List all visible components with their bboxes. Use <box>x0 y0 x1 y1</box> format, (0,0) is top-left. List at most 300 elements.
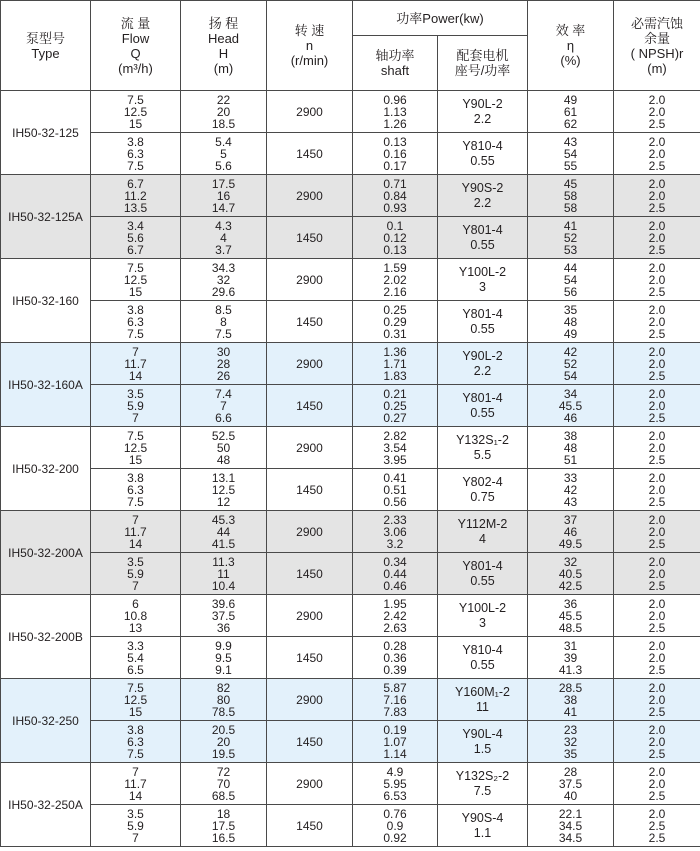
flow-cell-value: 7 <box>132 512 139 527</box>
head-cell-value: 8.5 <box>215 302 232 317</box>
shaft-power-cell-value: 0.34 <box>383 554 407 569</box>
pump-type-cell: IH50-32-160A <box>1 343 91 427</box>
shaft-power-cell-value: 0.21 <box>383 386 407 401</box>
efficiency-cell <box>528 385 614 427</box>
speed-cell: 1450 <box>267 133 353 175</box>
motor-value: 1.1 <box>473 825 492 840</box>
head-cell-value: 9.5 <box>215 650 232 665</box>
flow-cell-value: 11.7 <box>124 776 147 791</box>
pump-type-cell: IH50-32-125 <box>1 91 91 175</box>
head-cell-value: 12 <box>216 494 231 509</box>
head-cell-value: 9.1 <box>215 662 232 677</box>
shaft-power-cell-value: 0.41 <box>383 470 407 485</box>
table-row <box>1 385 700 427</box>
speed-cell: 1450 <box>267 721 353 763</box>
shaft-power-cell-value: 0.29 <box>383 314 407 329</box>
motor-value: 11 <box>476 699 489 714</box>
shaft-power-cell-value: 0.12 <box>383 230 407 245</box>
table-row <box>1 721 700 763</box>
head-cell-value: 52.5 <box>211 428 236 443</box>
npsh-cell <box>614 343 700 385</box>
head-cell-value: 22 <box>216 92 231 107</box>
npsh-cell <box>614 301 700 343</box>
efficiency-cell <box>528 217 614 259</box>
speed-cell: 2900 <box>267 343 353 385</box>
npsh-cell <box>614 553 700 595</box>
head-cell-value: 7 <box>220 398 227 413</box>
npsh-cell <box>614 595 700 637</box>
flow-cell <box>91 301 181 343</box>
flow-cell-value: 7.5 <box>127 428 144 443</box>
head-cell-value: 82 <box>216 680 231 695</box>
motor-cell <box>438 91 528 133</box>
head-cell <box>181 721 267 763</box>
efficiency-cell-value: 41.3 <box>558 662 583 677</box>
efficiency-cell <box>528 553 614 595</box>
efficiency-cell <box>528 721 614 763</box>
npsh-cell <box>614 217 700 259</box>
head-cell <box>181 427 267 469</box>
motor-value: 3 <box>479 279 486 294</box>
head-cell-value: 72 <box>216 764 231 779</box>
head-cell <box>181 637 267 679</box>
motor-value: Y801-4 <box>462 306 503 321</box>
flow-cell <box>91 133 181 175</box>
flow-cell-value: 7.5 <box>127 92 144 107</box>
head-cell-value: 4 <box>220 230 227 245</box>
head-cell-value: 48 <box>216 452 231 467</box>
shaft-power-cell-value: 7.16 <box>383 692 407 707</box>
motor-value: 0.55 <box>470 153 495 168</box>
npsh-cell-value: 2.0 <box>648 272 666 287</box>
motor-value: 2.2 <box>473 111 492 126</box>
table-row <box>1 553 700 595</box>
flow-cell-value: 6.7 <box>127 176 144 191</box>
shaft-power-cell-value: 0.93 <box>383 200 407 215</box>
shaft-power-cell-value: 0.39 <box>383 662 407 677</box>
motor-cell <box>438 175 528 217</box>
shaft-power-cell-value: 0.76 <box>383 806 407 821</box>
shaft-power-cell <box>353 175 438 217</box>
flow-cell <box>91 343 181 385</box>
speed-cell: 2900 <box>267 595 353 637</box>
head-cell-value: 6.6 <box>215 410 232 425</box>
motor-cell <box>438 343 528 385</box>
efficiency-cell-value: 51 <box>563 452 578 467</box>
npsh-cell <box>614 805 700 847</box>
npsh-cell-value: 2.0 <box>648 302 666 317</box>
efficiency-cell-value: 37.5 <box>558 776 583 791</box>
efficiency-cell-value: 45.5 <box>558 608 583 623</box>
table-row <box>1 91 700 133</box>
flow-cell-value: 3.8 <box>127 134 144 149</box>
efficiency-cell-value: 61 <box>563 104 578 119</box>
motor-value: Y132S₁-2 <box>456 432 509 447</box>
pump-type-cell: IH50-32-160 <box>1 259 91 343</box>
head-cell-value: 34.3 <box>211 260 236 275</box>
npsh-cell-value: 2.0 <box>648 440 666 455</box>
head-cell-value: 30 <box>216 344 231 359</box>
npsh-cell-value: 2.5 <box>648 326 666 341</box>
flow-cell-value: 3.5 <box>127 386 144 401</box>
shaft-power-cell-value: 1.13 <box>383 104 407 119</box>
head-cell-value: 78.5 <box>211 704 236 719</box>
shaft-power-cell <box>353 217 438 259</box>
shaft-power-cell <box>353 511 438 553</box>
shaft-power-cell-value: 0.16 <box>383 146 407 161</box>
shaft-power-cell <box>353 595 438 637</box>
flow-cell <box>91 217 181 259</box>
efficiency-cell-value: 48.5 <box>558 620 583 635</box>
npsh-cell-value: 2.0 <box>648 428 666 443</box>
motor-value: 5.5 <box>473 447 492 462</box>
npsh-cell-value: 2.0 <box>648 92 666 107</box>
flow-cell-value: 7 <box>132 344 139 359</box>
npsh-cell-value: 2.0 <box>648 176 666 191</box>
motor-cell <box>438 679 528 721</box>
motor-value: 7.5 <box>473 783 492 798</box>
npsh-cell-value: 2.0 <box>648 344 666 359</box>
flow-cell <box>91 637 181 679</box>
npsh-cell-value: 2.0 <box>648 314 666 329</box>
shaft-power-cell-value: 2.82 <box>383 428 407 443</box>
shaft-power-cell <box>353 301 438 343</box>
npsh-cell-value: 2.5 <box>648 410 666 425</box>
header-speed: 转 速 n (r/min) <box>267 1 353 91</box>
npsh-cell-value: 2.0 <box>648 482 666 497</box>
npsh-cell-value: 2.0 <box>648 188 666 203</box>
flow-cell-value: 3.4 <box>127 218 144 233</box>
table-header <box>1 1 700 91</box>
flow-cell <box>91 553 181 595</box>
head-cell-value: 7.5 <box>215 326 232 341</box>
flow-cell-value: 7 <box>132 830 139 845</box>
speed-cell: 1450 <box>267 217 353 259</box>
shaft-power-cell-value: 3.54 <box>383 440 407 455</box>
motor-value: Y802-4 <box>462 474 503 489</box>
efficiency-cell-value: 45 <box>563 176 578 191</box>
flow-cell-value: 3.8 <box>127 470 144 485</box>
npsh-cell <box>614 385 700 427</box>
head-cell-value: 26 <box>216 368 231 383</box>
shaft-power-cell-value: 2.02 <box>383 272 407 287</box>
shaft-power-cell-value: 1.14 <box>383 746 407 761</box>
shaft-power-cell <box>353 805 438 847</box>
npsh-cell <box>614 637 700 679</box>
flow-cell-value: 14 <box>128 788 143 803</box>
shaft-power-cell-value: 3.06 <box>383 524 407 539</box>
head-cell <box>181 301 267 343</box>
speed-cell: 2900 <box>267 511 353 553</box>
motor-value: Y810-4 <box>462 642 503 657</box>
motor-value: 0.55 <box>470 321 495 336</box>
shaft-power-cell-value: 0.19 <box>383 722 407 737</box>
pump-type-cell: IH50-32-250 <box>1 679 91 763</box>
head-cell <box>181 511 267 553</box>
pump-type-cell: IH50-32-200 <box>1 427 91 511</box>
shaft-power-cell-value: 0.36 <box>383 650 407 665</box>
head-cell-value: 14.7 <box>211 200 236 215</box>
head-cell <box>181 133 267 175</box>
motor-value: 0.75 <box>470 489 495 504</box>
head-cell-value: 45.3 <box>211 512 236 527</box>
npsh-cell <box>614 721 700 763</box>
head-cell <box>181 217 267 259</box>
table-row <box>1 595 700 637</box>
efficiency-cell <box>528 301 614 343</box>
npsh-cell-value: 2.0 <box>648 596 666 611</box>
flow-cell-value: 7.5 <box>127 680 144 695</box>
speed-cell: 2900 <box>267 175 353 217</box>
efficiency-cell <box>528 637 614 679</box>
npsh-cell-value: 2.0 <box>648 764 666 779</box>
head-cell <box>181 469 267 511</box>
efficiency-cell-value: 34 <box>563 386 578 401</box>
efficiency-cell-value: 56 <box>563 284 578 299</box>
efficiency-cell <box>528 91 614 133</box>
efficiency-cell-value: 53 <box>563 242 578 257</box>
speed-cell: 1450 <box>267 805 353 847</box>
efficiency-cell-value: 58 <box>563 200 578 215</box>
efficiency-cell <box>528 259 614 301</box>
efficiency-cell-value: 35 <box>563 302 578 317</box>
efficiency-cell-value: 41 <box>563 218 578 233</box>
flow-cell-value: 14 <box>128 536 143 551</box>
efficiency-cell-value: 33 <box>563 470 578 485</box>
npsh-cell-value: 2.5 <box>648 788 666 803</box>
npsh-cell-value: 2.0 <box>648 356 666 371</box>
head-cell <box>181 763 267 805</box>
motor-value: Y160M₁-2 <box>455 684 510 699</box>
npsh-cell-value: 2.0 <box>648 806 666 821</box>
motor-cell <box>438 301 528 343</box>
header-flow: 流 量 Flow Q (m³/h) <box>91 1 181 91</box>
table-row <box>1 259 700 301</box>
motor-cell <box>438 721 528 763</box>
efficiency-cell-value: 48 <box>563 314 578 329</box>
efficiency-cell <box>528 343 614 385</box>
speed-cell: 2900 <box>267 259 353 301</box>
motor-value: Y90S-4 <box>461 810 504 825</box>
head-cell-value: 37.5 <box>211 608 236 623</box>
head-cell-value: 13.1 <box>211 470 236 485</box>
motor-value: Y90L-2 <box>462 348 503 363</box>
efficiency-cell-value: 34.5 <box>558 830 583 845</box>
shaft-power-cell-value: 1.59 <box>383 260 407 275</box>
head-cell-value: 7.4 <box>215 386 232 401</box>
flow-cell-value: 6 <box>132 596 139 611</box>
header-npsh: 必需汽蚀 余量 ( NPSH)r (m) <box>614 1 700 91</box>
motor-value: Y801-4 <box>462 390 503 405</box>
head-cell-value: 18 <box>216 806 231 821</box>
npsh-cell-value: 2.0 <box>648 230 666 245</box>
efficiency-cell <box>528 595 614 637</box>
flow-cell-value: 7 <box>132 764 139 779</box>
flow-cell <box>91 385 181 427</box>
shaft-power-cell-value: 2.16 <box>383 284 407 299</box>
head-cell-value: 50 <box>216 440 231 455</box>
efficiency-cell-value: 43 <box>563 134 578 149</box>
efficiency-cell-value: 31 <box>563 638 578 653</box>
npsh-cell-value: 2.0 <box>648 512 666 527</box>
shaft-power-cell <box>353 637 438 679</box>
flow-cell-value: 12.5 <box>123 692 148 707</box>
flow-cell <box>91 175 181 217</box>
efficiency-cell <box>528 469 614 511</box>
motor-value: Y801-4 <box>462 558 503 573</box>
efficiency-cell-value: 46 <box>563 524 578 539</box>
flow-cell <box>91 511 181 553</box>
head-cell-value: 68.5 <box>211 788 236 803</box>
head-cell-value: 80 <box>216 692 231 707</box>
shaft-power-cell-value: 2.42 <box>383 608 407 623</box>
npsh-cell-value: 2.0 <box>648 776 666 791</box>
npsh-cell-value: 2.0 <box>648 722 666 737</box>
motor-value: 2.2 <box>473 195 492 210</box>
table-row <box>1 343 700 385</box>
npsh-cell-value: 2.0 <box>648 638 666 653</box>
efficiency-cell <box>528 805 614 847</box>
head-cell-value: 5.6 <box>215 158 232 173</box>
shaft-power-cell <box>353 343 438 385</box>
flow-cell-value: 7.5 <box>127 158 144 173</box>
head-cell-value: 16 <box>216 188 231 203</box>
efficiency-cell <box>528 427 614 469</box>
npsh-cell <box>614 679 700 721</box>
npsh-cell-value: 2.5 <box>648 158 666 173</box>
head-cell-value: 44 <box>216 524 231 539</box>
table-row <box>1 805 700 847</box>
efficiency-cell <box>528 763 614 805</box>
efficiency-cell-value: 23 <box>563 722 578 737</box>
npsh-cell-value: 2.0 <box>648 680 666 695</box>
flow-cell <box>91 721 181 763</box>
head-cell-value: 5 <box>220 146 227 161</box>
head-cell-value: 3.7 <box>215 242 232 257</box>
shaft-power-cell-value: 5.87 <box>383 680 407 695</box>
efficiency-cell-value: 54 <box>563 368 578 383</box>
head-cell-value: 70 <box>216 776 231 791</box>
motor-cell <box>438 805 528 847</box>
head-cell-value: 17.5 <box>211 818 236 833</box>
shaft-power-cell-value: 5.95 <box>383 776 407 791</box>
shaft-power-cell-value: 2.33 <box>383 512 407 527</box>
motor-cell <box>438 763 528 805</box>
motor-value: 1.5 <box>473 741 492 756</box>
npsh-cell <box>614 763 700 805</box>
shaft-power-cell-value: 0.71 <box>383 176 407 191</box>
head-cell-value: 28 <box>216 356 231 371</box>
npsh-cell <box>614 175 700 217</box>
npsh-cell-value: 2.0 <box>648 566 666 581</box>
head-cell-value: 12.5 <box>211 482 236 497</box>
pump-type-cell: IH50-32-250A <box>1 763 91 847</box>
shaft-power-cell-value: 0.1 <box>386 218 404 233</box>
shaft-power-cell-value: 0.17 <box>383 158 407 173</box>
head-cell-value: 11.3 <box>212 554 235 569</box>
efficiency-cell-value: 40 <box>563 788 578 803</box>
efficiency-cell-value: 40.5 <box>558 566 583 581</box>
head-cell <box>181 805 267 847</box>
efficiency-cell-value: 42 <box>563 482 578 497</box>
speed-cell: 2900 <box>267 679 353 721</box>
shaft-power-cell-value: 0.31 <box>383 326 407 341</box>
flow-cell-value: 6.3 <box>127 314 144 329</box>
motor-cell <box>438 637 528 679</box>
shaft-power-cell-value: 1.71 <box>383 356 407 371</box>
flow-cell-value: 15 <box>128 452 143 467</box>
motor-cell <box>438 469 528 511</box>
shaft-power-cell <box>353 385 438 427</box>
shaft-power-cell <box>353 91 438 133</box>
npsh-cell-value: 2.0 <box>648 470 666 485</box>
shaft-power-cell <box>353 427 438 469</box>
shaft-power-cell <box>353 469 438 511</box>
table-row <box>1 511 700 553</box>
table-row <box>1 469 700 511</box>
head-cell <box>181 343 267 385</box>
npsh-cell-value: 2.5 <box>648 830 666 845</box>
motor-cell <box>438 133 528 175</box>
shaft-power-cell-value: 0.44 <box>383 566 407 581</box>
efficiency-cell-value: 38 <box>563 428 578 443</box>
npsh-cell-value: 2.0 <box>648 608 666 623</box>
head-cell-value: 11 <box>217 566 230 581</box>
flow-cell <box>91 469 181 511</box>
flow-cell-value: 6.5 <box>127 662 144 677</box>
shaft-power-cell <box>353 721 438 763</box>
shaft-power-cell-value: 0.13 <box>383 242 407 257</box>
flow-cell-value: 11.7 <box>124 524 147 539</box>
head-cell <box>181 259 267 301</box>
motor-value: 0.55 <box>470 657 495 672</box>
speed-cell: 2900 <box>267 427 353 469</box>
efficiency-cell-value: 45.5 <box>558 398 583 413</box>
npsh-cell <box>614 427 700 469</box>
shaft-power-cell-value: 0.9 <box>386 818 404 833</box>
efficiency-cell-value: 44 <box>563 260 578 275</box>
motor-value: 0.55 <box>470 237 495 252</box>
flow-cell-value: 13 <box>128 620 143 635</box>
shaft-power-cell-value: 0.56 <box>383 494 407 509</box>
npsh-cell-value: 2.5 <box>648 578 666 593</box>
flow-cell-value: 7.5 <box>127 260 144 275</box>
efficiency-cell-value: 28.5 <box>558 680 583 695</box>
shaft-power-cell-value: 2.63 <box>383 620 407 635</box>
header-type: 泵型号 Type <box>1 1 91 91</box>
efficiency-cell-value: 35 <box>563 746 578 761</box>
efficiency-cell-value: 62 <box>563 116 578 131</box>
npsh-cell-value: 2.0 <box>648 134 666 149</box>
header-head: 扬 程 Head H (m) <box>181 1 267 91</box>
motor-value: 0.55 <box>470 573 495 588</box>
shaft-power-cell <box>353 763 438 805</box>
flow-cell-value: 6.3 <box>127 146 144 161</box>
flow-cell-value: 3.5 <box>127 554 144 569</box>
head-cell <box>181 679 267 721</box>
flow-cell-value: 15 <box>128 284 143 299</box>
head-cell <box>181 91 267 133</box>
npsh-cell-value: 2.0 <box>648 524 666 539</box>
shaft-power-cell <box>353 553 438 595</box>
header-power: 功率Power(kw) <box>353 1 528 36</box>
flow-cell-value: 15 <box>128 116 143 131</box>
efficiency-cell-value: 32 <box>563 554 578 569</box>
efficiency-cell-value: 42 <box>563 344 578 359</box>
shaft-power-cell-value: 3.2 <box>386 536 404 551</box>
head-cell <box>181 385 267 427</box>
flow-cell-value: 3.3 <box>127 638 144 653</box>
